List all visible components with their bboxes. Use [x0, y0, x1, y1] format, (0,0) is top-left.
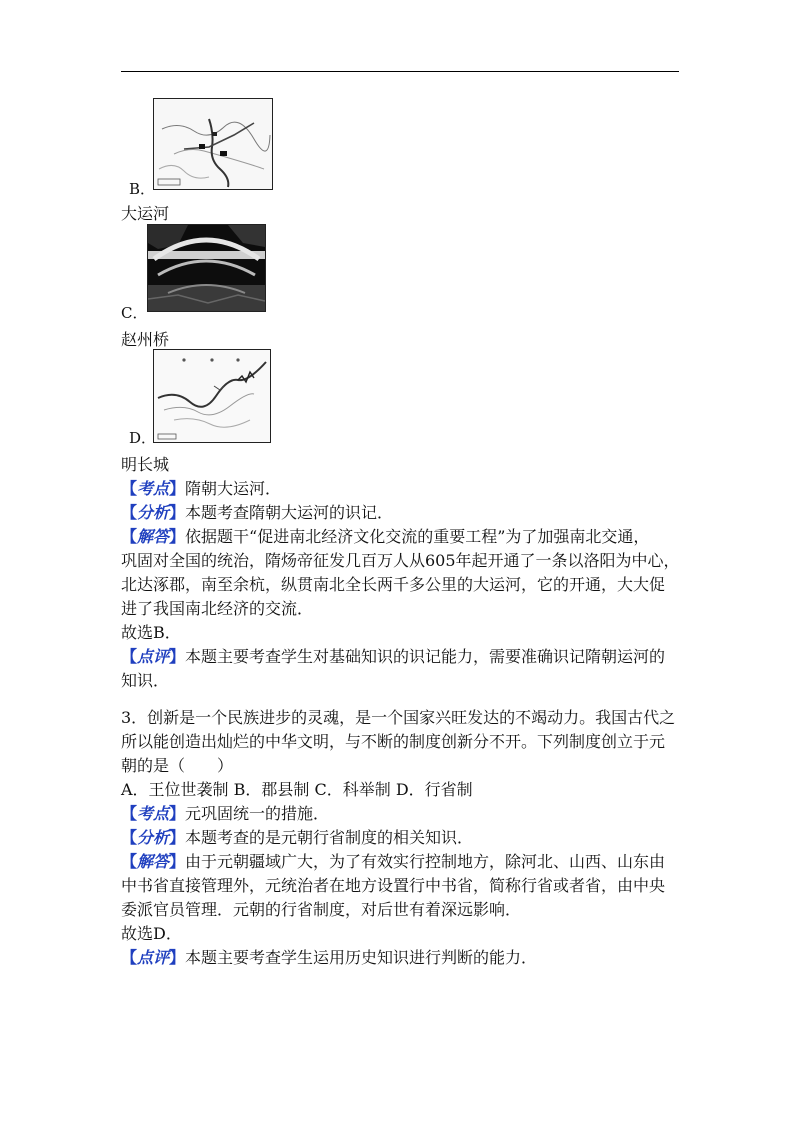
q3-answer: 故选D．: [121, 924, 182, 943]
q3-fenxi: 【分析】本题考查的是元朝行省制度的相关知识．: [121, 828, 474, 847]
zhaozhou-bridge-photo-icon: [147, 224, 266, 312]
q3-jieda-line: 委派官员管理．元朝的行省制度，对后世有着深远影响．: [121, 900, 522, 919]
q2-kaodian: 【考点】隋朝大运河．: [121, 479, 282, 498]
ming-great-wall-map-icon: [153, 349, 271, 443]
q3-jieda: 【解答】由于元朝疆域广大，为了有效实行控制地方，除河北、山西、山东由: [121, 852, 666, 871]
option-b-caption: 大运河: [121, 204, 170, 223]
q3-kaodian: 【考点】元巩固统一的措施．: [121, 804, 330, 823]
option-b-letter: B．: [129, 180, 156, 198]
option-d-letter: D．: [129, 429, 157, 447]
q2-analysis: [121, 477, 680, 693]
question-3: [121, 706, 675, 970]
dianping-tag: 【点评】: [121, 948, 186, 967]
option-d-caption: 明长城: [121, 455, 170, 474]
q2-jieda-line: 北达涿郡，南至余杭，纵贯南北全长两千多公里的大运河，它的开通，大大促: [121, 575, 666, 594]
option-c-caption: 赵州桥: [121, 330, 170, 349]
q2-dianping: 【点评】本题主要考查学生对基础知识的识记能力，需要准确识记隋朝运河的: [121, 647, 666, 666]
jieda-tag: 【解答】: [121, 527, 186, 546]
kaodian-tag: 【考点】: [121, 804, 186, 823]
q2-jieda-line: 进了我国南北经济的交流．: [121, 599, 314, 618]
q3-dianping: 【点评】本题主要考查学生运用历史知识进行判断的能力．: [121, 948, 538, 967]
kaodian-tag: 【考点】: [121, 479, 186, 498]
q2-jieda: 【解答】依据题干“促进南北经济文化交流的重要工程”为了加强南北交通，: [121, 527, 650, 546]
q3-jieda-line: 中书省直接管理外，元统治者在地方设置行中书省，简称行省或者省，由中央: [121, 876, 666, 895]
option-c-letter: C．: [121, 304, 148, 322]
dianping-tag: 【点评】: [121, 647, 186, 666]
q2-jieda-line: 巩固对全国的统治，隋炀帝征发几百万人从605年起开通了一条以洛阳为中心，: [121, 551, 680, 570]
grand-canal-map-icon: [153, 98, 273, 190]
fenxi-tag: 【分析】: [121, 828, 186, 847]
q2-answer: 故选B．: [121, 623, 181, 642]
q3-stem-line: 所以能创造出灿烂的中华文明，与不断的制度创新分不开。下列制度创立于元: [121, 732, 666, 751]
header-rule: [121, 71, 679, 72]
fenxi-tag: 【分析】: [121, 503, 186, 522]
q3-stem-line: 朝的是（ ）: [121, 756, 234, 775]
q3-options: A．王位世袭制 B．郡县制 C．科举制 D．行省制: [121, 780, 473, 799]
q2-fenxi: 【分析】本题考查隋朝大运河的识记．: [121, 503, 394, 522]
jieda-tag: 【解答】: [121, 852, 186, 871]
q2-dianping-line: 知识．: [121, 671, 170, 690]
q3-stem-line: 3．创新是一个民族进步的灵魂，是一个国家兴旺发达的不竭动力。我国古代之: [121, 708, 676, 727]
